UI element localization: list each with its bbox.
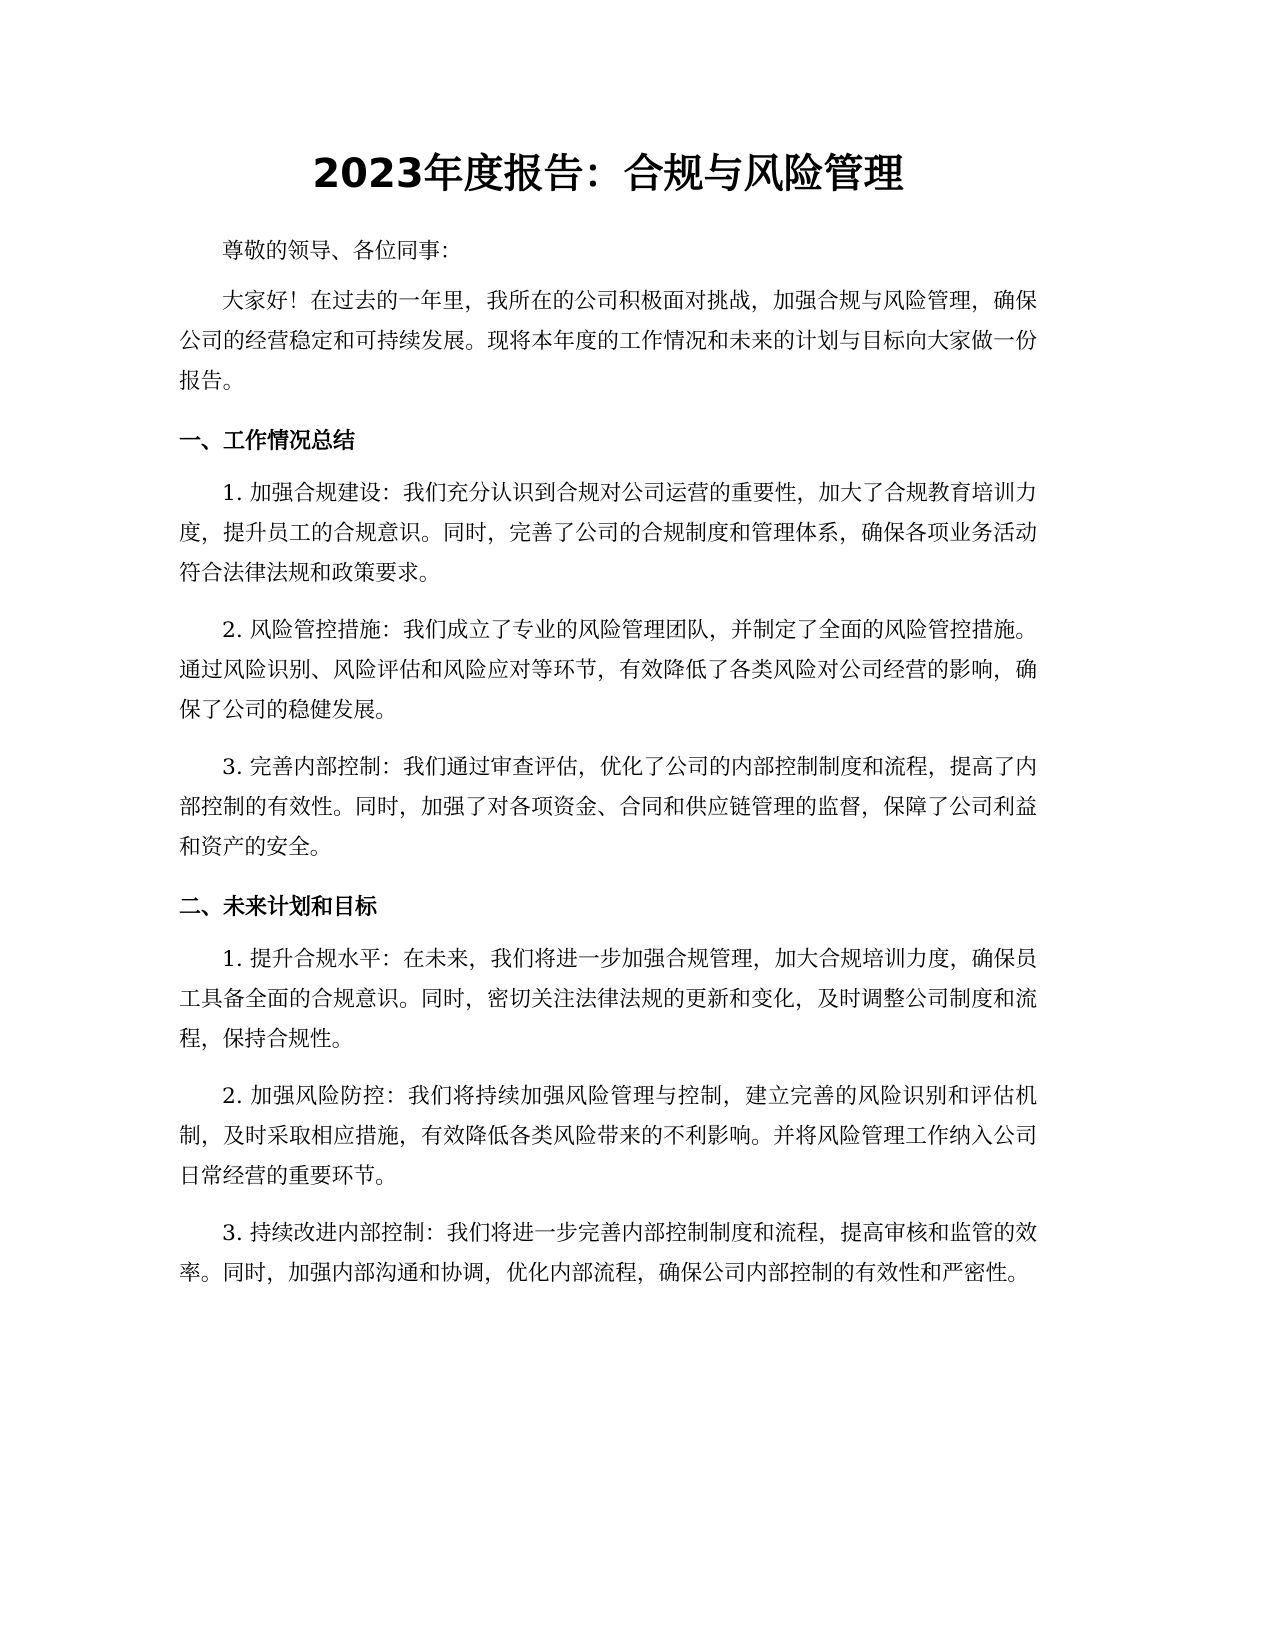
list-item: 2. 加强风险防控：我们将持续加强风险管理与控制，建立完善的风险识别和评估机制，及时采取相应措施，有效降低各类风险带来的不利影响。并将风险管理工作纳入公司日常经营的重要环节。 [179,1084,1037,1189]
list-item: 2. 风险管控措施：我们成立了专业的风险管理团队，并制定了全面的风险管控措施。通过风险识别、风险评估和风险应对等环节，有效降低了各类风险对公司经营的影响，确保了公司的稳健发展。 [179,618,1037,723]
intro-paragraph: 大家好！在过去的一年里，我所在的公司积极面对挑战，加强合规与风险管理，确保公司的经营稳定和可持续发展。现将本年度的工作情况和未来的计划与目标向大家做一份报告。 [179,289,1037,394]
document-page [179,138,1037,1294]
list-item: 1. 提升合规水平：在未来，我们将进一步加强合规管理，加大合规培训力度，确保员工具备全面的合规意识。同时，密切关注法律法规的更新和变化，及时调整公司制度和流程，保持合规性。 [179,947,1037,1052]
section-heading: 一、工作情况总结 [179,429,356,454]
section-heading: 二、未来计划和目标 [179,895,378,920]
section-future-plans [179,888,1037,1294]
list-item: 3. 持续改进内部控制：我们将进一步完善内部控制制度和流程，提高审核和监管的效率。同时，加强内部沟通和协调，优化内部流程，确保公司内部控制的有效性和严密性。 [179,1221,1037,1286]
document-title: 2023年度报告：合规与风险管理 [312,151,904,197]
section-work-summary [179,422,1037,868]
list-item: 3. 完善内部控制：我们通过审查评估，优化了公司的内部控制制度和流程，提高了内部控制的有效性。同时，加强了对各项资金、合同和供应链管理的监督，保障了公司利益和资产的安全。 [179,755,1037,860]
list-item: 1. 加强合规建设：我们充分认识到合规对公司运营的重要性，加大了合规教育培训力度，提升员工的合规意识。同时，完善了公司的合规制度和管理体系，确保各项业务活动符合法律法规和政策要求。 [179,481,1037,586]
salutation: 尊敬的领导、各位同事： [222,239,462,264]
